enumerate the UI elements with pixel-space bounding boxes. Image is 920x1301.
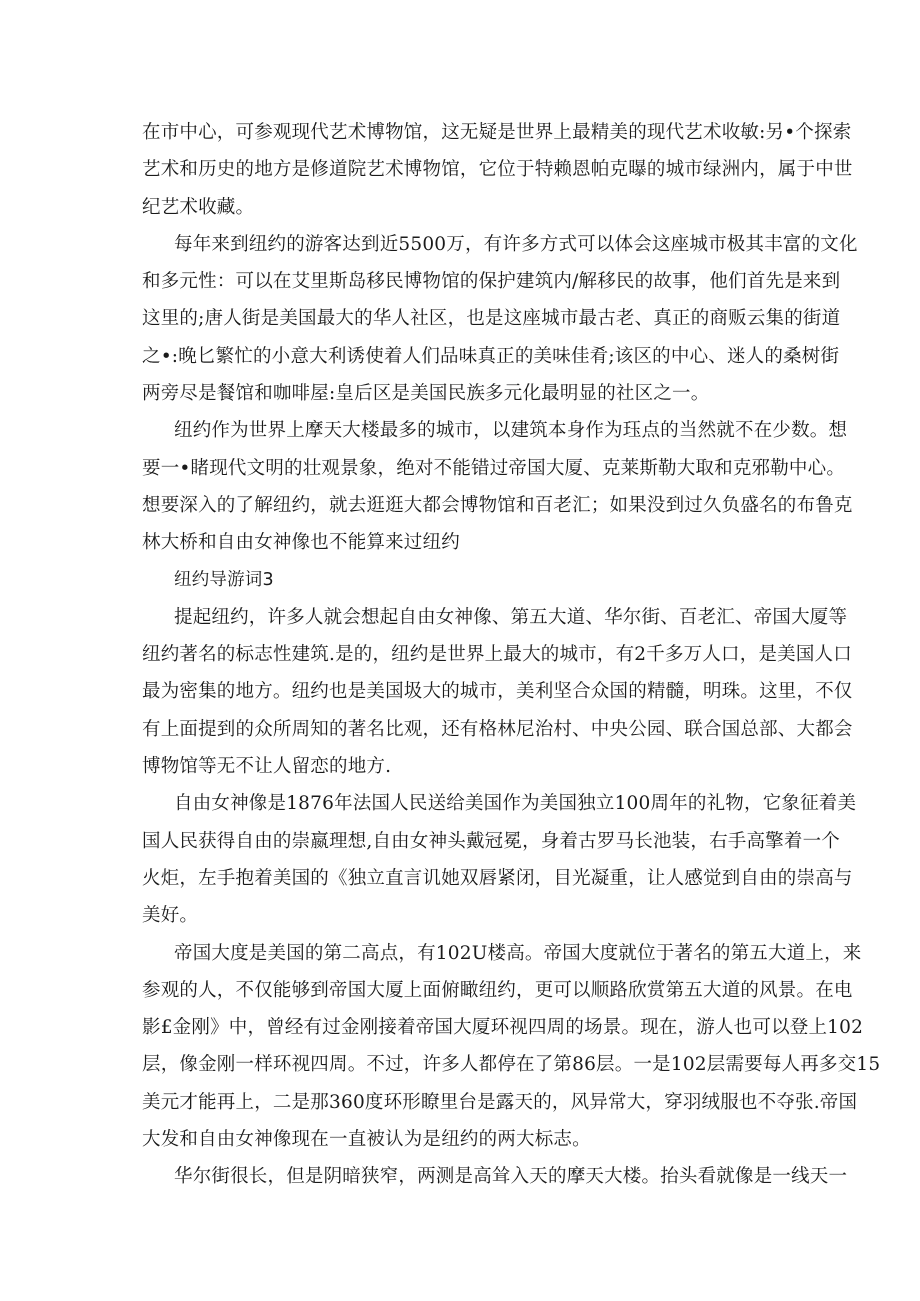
paragraph-line: 美元才能再上，二是那360度环形瞭里台是露天的，风异常大，穿羽绒服也不夺张.帝国: [142, 1091, 858, 1113]
paragraph-line: 林大桥和自由女神像也不能算来过纽约: [142, 532, 460, 554]
paragraph-2: [142, 226, 858, 412]
paragraph-line: 影£金刚》中，曾经有过金刚接着帝国大厦环视四周的场景。现在，游人也可以登上102: [142, 1017, 864, 1039]
section-heading: 纽约导游词3: [174, 569, 274, 590]
paragraph-1: [142, 114, 853, 226]
paragraph-line: 在市中心，可参观现代艺术博物馆，这无疑是世界上最精美的现代艺术收敏:另•个探索: [142, 122, 852, 143]
paragraph-line: 纪艺术收藏。: [142, 196, 255, 218]
paragraph-line: 火炬，左手抱着美国的《独立直言讥她双唇紧闭，目光凝重，让人感觉到自由的崇高与: [142, 867, 853, 889]
paragraph-line: 华尔街很长，但是阴暗狭窄，两测是高耸入天的摩天大楼。抬头看就像是一线天一: [174, 1166, 848, 1188]
paragraph-line: 提起纽约，许多人就会想起自由女神像、第五大道、华尔街、百老汇、帝国大厦等: [174, 606, 848, 628]
paragraph-7: [142, 1158, 848, 1195]
paragraph-6: [142, 935, 881, 1159]
paragraph-line: 纽约著名的标志性建筑.是的，纽约是世界上最大的城市，有2千多万人口，是美国人口: [142, 644, 852, 666]
paragraph-line: 自由女神像是1876年法国人民送给美国作为美国独立100周年的礼物，它象征着美: [174, 793, 857, 815]
paragraph-line: 艺术和历史的地方是修道院艺术博物馆，它位于特赖恩帕克曝的城市绿洲内，属于中世: [142, 159, 853, 181]
paragraph-line: 国人民获得自由的崇嬴理想,自由女神头戴冠冕，身着古罗马长池装，右手高擎着一个: [142, 830, 840, 852]
paragraph-line: 纽约作为世界上摩天大楼最多的城市，以建筑本身作为珏点的当然就不在少数。想: [174, 420, 848, 442]
paragraph-line: 大发和自由女神像现在一直被认为是纽约的两大标志。: [142, 1129, 591, 1151]
paragraph-line: 两旁尽是餐馆和咖啡屋:皇后区是美国民族多元化最明显的社区之一。: [142, 383, 710, 405]
paragraph-line: 和多元性：可以在艾里斯岛移民博物馆的保护建筑内/解移民的故事，他们首先是来到: [142, 271, 841, 293]
paragraph-line: 层，像金刚一样环视四周。不过，许多人都停在了第86层。一是102层需要每人再多交15: [142, 1054, 881, 1076]
paragraph-3: [142, 412, 853, 561]
paragraph-4: [142, 599, 853, 785]
paragraph-line: 博物馆等无不让人留恋的地方.: [142, 756, 392, 778]
paragraph-line: 帝国大度是美国的第二高点，有102U楼高。帝国大度就位于著名的第五大道上，来: [174, 942, 862, 964]
paragraph-line: 想要深入的了解纽约，就去逛逛大都会博物馆和百老汇；如果没到过久负盛名的布鲁克: [142, 494, 853, 516]
paragraph-line: 每年来到纽约的游客达到近5500万，有许多方式可以体会这座城市极其丰富的文化: [174, 233, 858, 255]
paragraph-line: 要一•睹现代文明的壮观景象，绝对不能错过帝国大厦、克莱斯勒大取和克邪勒中心。: [142, 457, 846, 479]
document-page: [142, 114, 881, 1196]
paragraph-line: 有上面提到的众所周知的著名比观，还有格林尼治村、中央公园、联合国总部、大都会: [142, 718, 853, 740]
paragraph-line: 之•:晚匕繁忙的小意大利诱使着人们品味真正的美味佳肴;该区的中心、迷人的桑树街: [142, 345, 840, 367]
paragraph-line: 参观的人，不仅能够到帝国大厦上面俯瞰纽约，更可以顺路欣赏第五大道的风景。在电: [142, 979, 853, 1001]
paragraph-5: [142, 785, 857, 934]
paragraph-line: 最为密集的地方。纽约也是美国圾大的城市，美利坚合众国的精髓，明珠。这里，不仅: [142, 681, 853, 703]
paragraph-line: 这里的;唐人街是美国最大的华人社区，也是这座城市最古老、真正的商贩云集的街道: [142, 308, 841, 330]
paragraph-line: 美好。: [142, 905, 199, 927]
